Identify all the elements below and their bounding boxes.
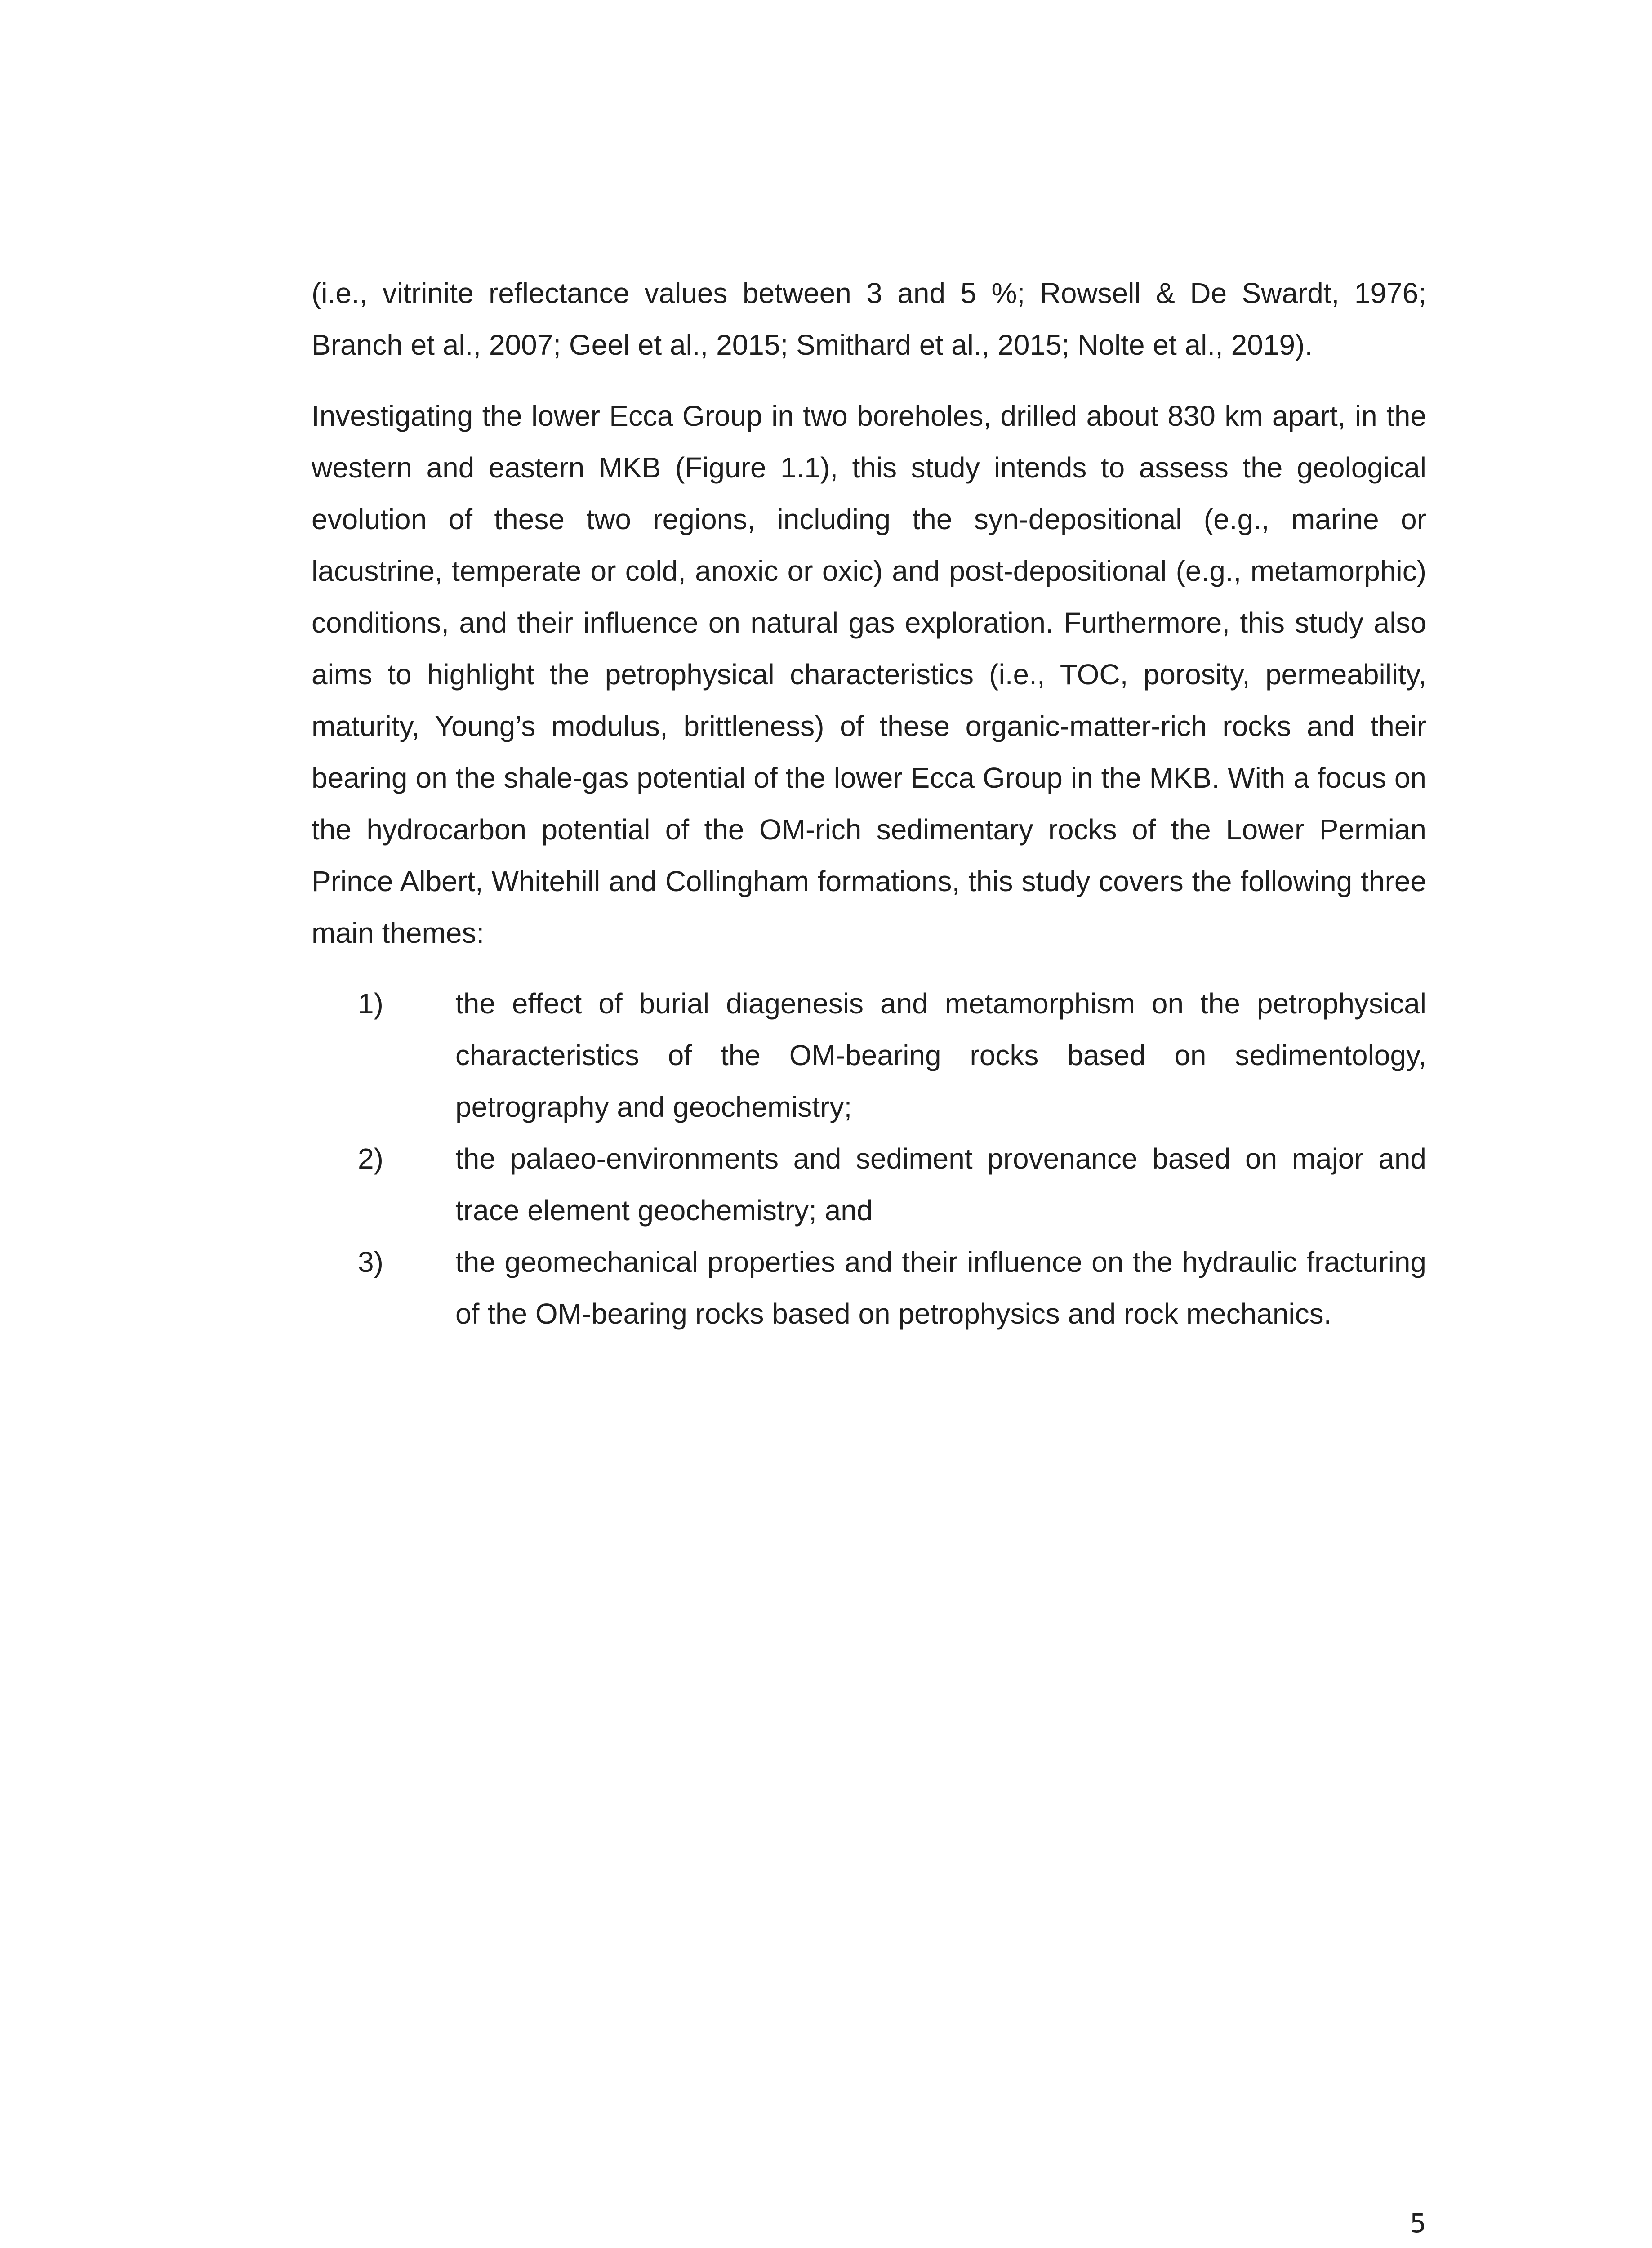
list-item-text: the geomechanical properties and their influence on the hydraulic fracturing of the OM-bearing rocks based on petrophysics and rock mechanics. xyxy=(455,1246,1426,1330)
themes-list xyxy=(312,978,1426,1340)
list-item-number: 3) xyxy=(358,1246,383,1278)
list-item xyxy=(312,1236,1426,1340)
list-item xyxy=(312,978,1426,1133)
list-item-number: 2) xyxy=(358,1142,383,1175)
list-item-text: the effect of burial diagenesis and metamorphism on the petrophysical characteristics of the OM-bearing rocks based on sedimentology, petrography and geochemistry; xyxy=(455,987,1426,1123)
list-item-number: 1) xyxy=(358,987,383,1020)
list-item xyxy=(312,1133,1426,1236)
page-number: 5 xyxy=(1410,2208,1426,2239)
paragraph-continuation: (i.e., vitrinite reflectance values between 3 and 5 %; Rowsell & De Swardt, 1976; Branch et al., 2007; Geel et al., 2015; Smithard et al., 2015; Nolte et al., 2019). xyxy=(312,277,1426,361)
list-item-text: the palaeo-environments and sediment provenance based on major and trace element geochemistry; and xyxy=(455,1142,1426,1227)
paragraph-study-aims: Investigating the lower Ecca Group in two boreholes, drilled about 830 km apart, in the western and eastern MKB (Figure 1.1), this study intends to assess the geological evolution of these two regions, including the syn-depositional (e.g., marine or lacustrine, temperate or cold, anoxic or oxic) and post-depositional (e.g., metamorphic) conditions, and their influence on natural gas exploration. Furthermore, this study also aims to highlight the petrophysical characteristics (i.e., TOC, porosity, permeability, maturity, Young’s modulus, brittleness) of these organic-matter-rich rocks and their bearing on the shale-gas potential of the lower Ecca Group in the MKB. With a focus on the hydrocarbon potential of the OM-rich sedimentary rocks of the Lower Permian Prince Albert, Whitehill and Collingham formations, this study covers the following three main themes: xyxy=(312,400,1426,949)
